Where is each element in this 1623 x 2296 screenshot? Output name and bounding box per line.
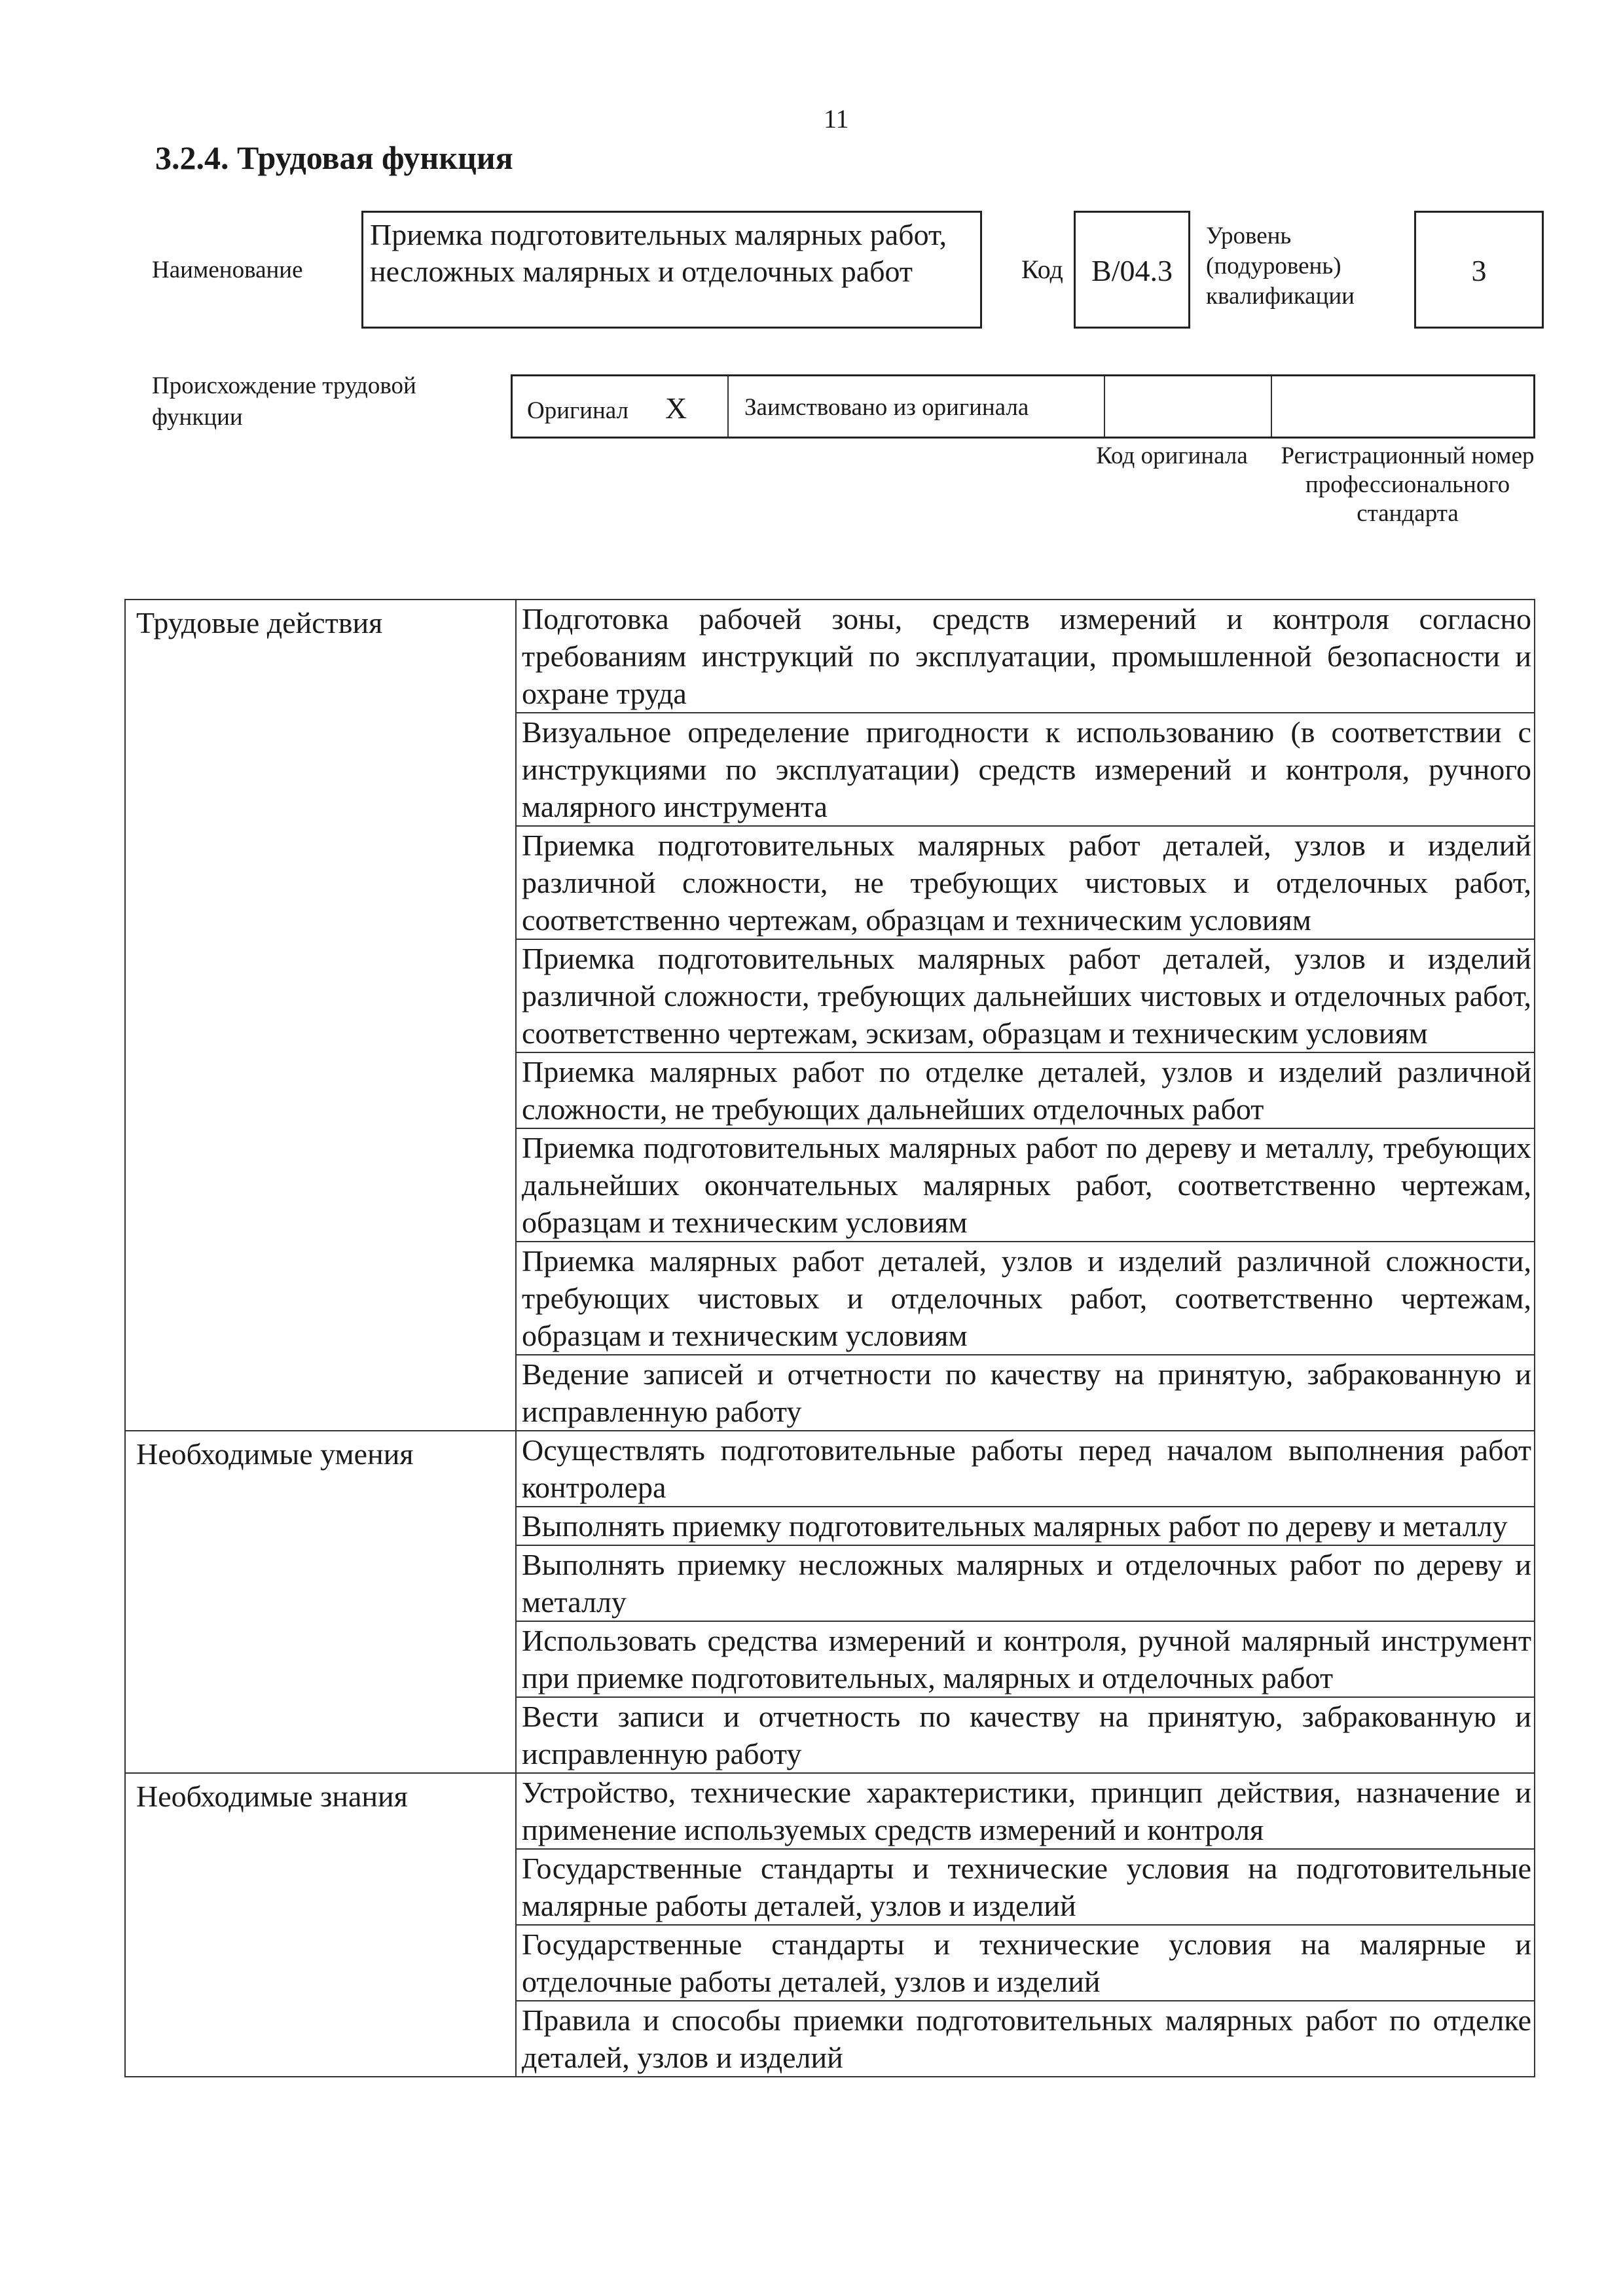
section-item-cell: Устройство, технические характеристики, принцип действия, назначение и применение используемых средств измерений и контроля [516, 1773, 1535, 1849]
section-item-cell: Визуальное определение пригодности к использованию (в соответствии с инструкциями по эксплуатации) средств измерений и контроля, ручного малярного инструмента [516, 713, 1535, 826]
code-label: Код [1021, 255, 1063, 284]
section-item-cell: Приемка подготовительных малярных работ по дереву и металлу, требующих дальнейших окончательных малярных работ, соответственно чертежам, образцам и техническим условиям [516, 1128, 1535, 1242]
section-item-cell: Выполнять приемку несложных малярных и отделочных работ по дереву и металлу [516, 1545, 1535, 1621]
section-item-cell: Подготовка рабочей зоны, средств измерений и контроля согласно требованиям инструкций по эксплуатации, промышленной безопасности и охране труда [516, 600, 1535, 713]
page-number: 11 [824, 104, 849, 134]
section-item-cell: Государственные стандарты и технические условия на малярные и отделочные работы деталей, узлов и изделий [516, 1925, 1535, 2001]
code-value-box: B/04.3 [1074, 211, 1190, 329]
section-category-cell: Необходимые умения [125, 1431, 516, 1773]
section-category-cell: Необходимые знания [125, 1773, 516, 2077]
section-item-cell: Выполнять приемку подготовительных малярных работ по дереву и металлу [516, 1507, 1535, 1545]
level-label-text: Уровень (подуровень) квалификации [1206, 223, 1355, 310]
table-row [125, 1773, 1535, 1849]
section-item-cell: Приемка подготовительных малярных работ деталей, узлов и изделий различной сложности, не требующих чистовых и отделочных работ, соответственно чертежам, образцам и техническим условиям [516, 826, 1535, 939]
origin-table [511, 374, 1535, 439]
section-item-cell: Приемка подготовительных малярных работ деталей, узлов и изделий различной сложности, требующих дальнейших чистовых и отделочных работ, соответственно чертежам, эскизам, образцам и техническим условиям [516, 939, 1535, 1052]
level-label [1206, 221, 1402, 312]
section-item-cell: Правила и способы приемки подготовительных малярных работ по отделке деталей, узлов и изделий [516, 2001, 1535, 2077]
code-original-caption: Код оригинала [1096, 442, 1248, 469]
section-item-cell: Ведение записей и отчетности по качеству на принятую, забракованную и исправленную работу [516, 1355, 1535, 1431]
section-item-cell: Вести записи и отчетность по качеству на принятую, забракованную и исправленную работу [516, 1697, 1535, 1773]
table-row [125, 1431, 1535, 1507]
level-value-box: 3 [1414, 211, 1544, 329]
function-details-table [124, 599, 1535, 2077]
origin-code-cell [1105, 376, 1272, 437]
origin-borrowed-cell: Заимствовано из оригинала [729, 376, 1105, 437]
table-row [125, 600, 1535, 713]
section-title: 3.2.4. Трудовая функция [155, 139, 513, 176]
section-item-cell: Приемка малярных работ деталей, узлов и изделий различной сложности, требующих чистовых и отделочных работ, соответственно чертежам, образцам и техническим условиям [516, 1242, 1535, 1355]
section-item-cell: Приемка малярных работ по отделке деталей, узлов и изделий различной сложности, не требующих дальнейших отделочных работ [516, 1052, 1535, 1128]
function-name-box: Приемка подготовительных малярных работ, несложных малярных и отделочных работ [361, 211, 982, 329]
original-label: Оригинал [527, 397, 629, 424]
origin-reg-number-cell [1272, 376, 1533, 437]
name-label: Наименование [152, 257, 303, 283]
origin-label: Происхождение трудовой функции [152, 372, 416, 431]
section-item-cell: Использовать средства измерений и контроля, ручной малярный инструмент при приемке подготовительных, малярных и отделочных работ [516, 1621, 1535, 1697]
original-mark: X [665, 391, 687, 425]
section-item-cell: Государственные стандарты и технические условия на подготовительные малярные работы деталей, узлов и изделий [516, 1849, 1535, 1925]
origin-original-cell [513, 376, 729, 437]
registration-number-caption: Регистрационный номер профессионального стандарта [1281, 442, 1535, 527]
section-category-cell: Трудовые действия [125, 600, 516, 1431]
section-item-cell: Осуществлять подготовительные работы перед началом выполнения работ контролера [516, 1431, 1535, 1507]
